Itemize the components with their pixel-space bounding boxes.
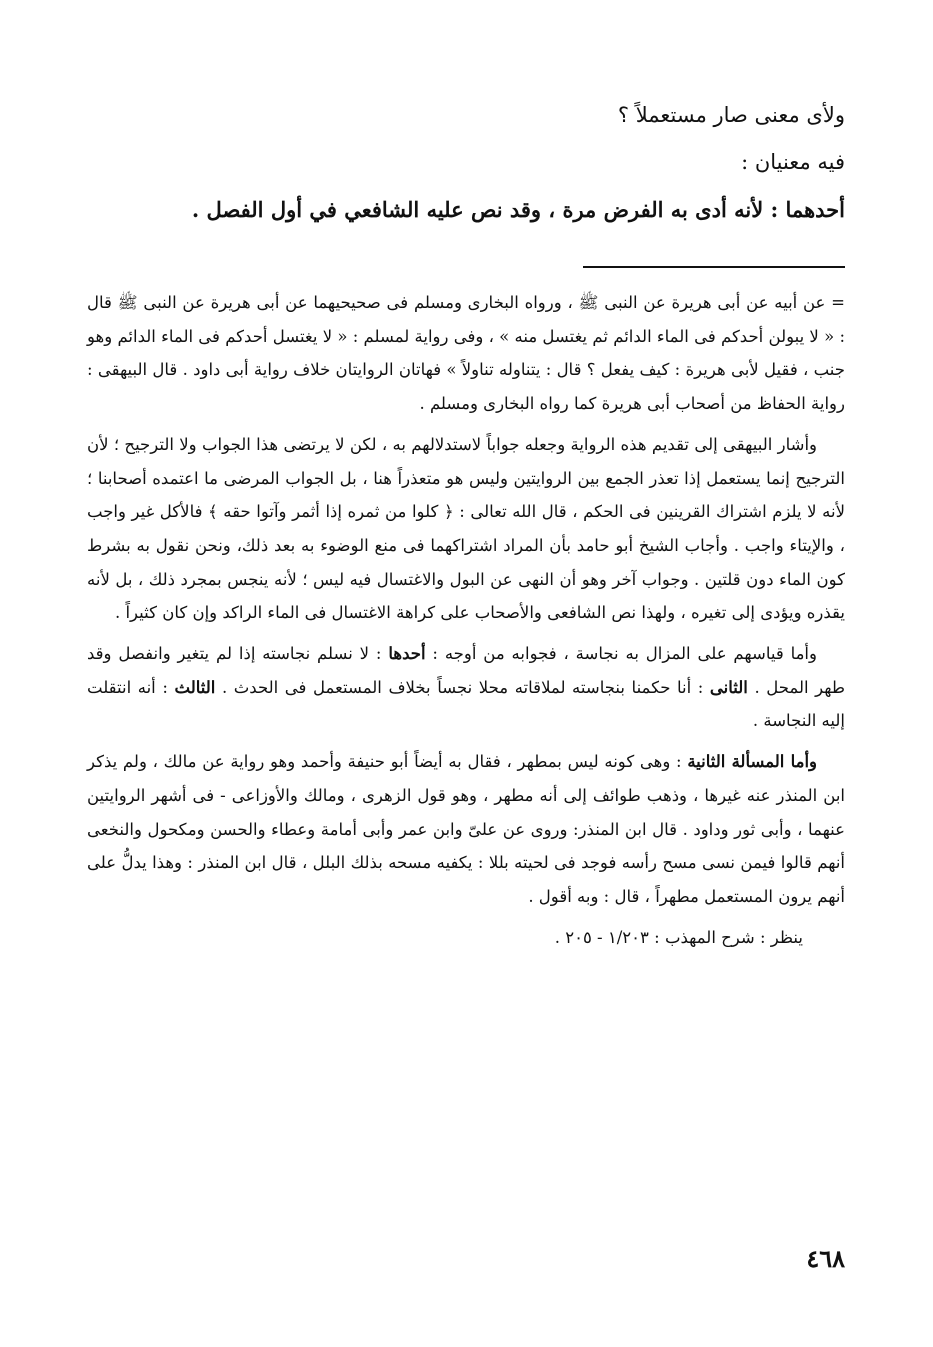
p3-second-label: الثانى: [709, 677, 748, 697]
p4-lead: وأما المسألة الثانية: [687, 752, 817, 772]
footnote-divider: [583, 266, 845, 268]
p4-text: : وهى كونه ليس بمطهر ، فقال به أيضاً أبو حنيفة وأحمد وهو رواية عن مالك ، ولم يذكر ابن المنذر عنه غيرها ، وذهب طوائف إلى أنه مطهر ، وهو قول الزهرى ، ومالك والأوزاعى - فى أشهر الروايتين عنهما ، وأبى ثور وداود . قال ابن المنذر: وروى عن علىّ وابن عمر وأبى أمامة وعطاء والحسن ومكحول والنخعى أنهم قالوا فيمن نسى مسح رأسه فوجد فى لحيته بللا : يكفيه مسحه بذلك البلل ، قال ابن المنذر : وهذا يدلُّ على أنهم يرون المستعمل مطهراً ، قال : وبه أقول .: [87, 752, 845, 906]
main-line-question: ولأى معنى صار مستعملاً ؟: [617, 103, 845, 127]
main-line-first-meaning: [85, 186, 845, 234]
p3-first-label: أحدها: [388, 644, 426, 664]
main-text: [85, 92, 845, 234]
p3-third-label: الثالث: [174, 677, 216, 697]
first-meaning-text: لأنه أدى به الفرض مرة ، وقد نص عليه الشافعي في أول الفصل .: [191, 197, 771, 222]
first-meaning-lead: أحدهما :: [770, 197, 845, 222]
main-line-two-meanings: فيه معنيان :: [741, 150, 845, 174]
footnote-paragraph-4: [87, 745, 845, 914]
p3-second-text: : أنا حكمنا بنجاسته لملاقاته محلا نجساً بخلاف المستعمل فى الحدث .: [215, 677, 710, 697]
footnote-paragraph-1: = عن أبيه عن أبى هريرة عن النبى ﷺ ، ورواه البخارى ومسلم فى صحيحيهما عن أبى هريرة عن النبى ﷺ قال : « لا يبولن أحدكم فى الماء الدائم ثم يغتسل منه » ، وفى رواية لمسلم : « لا يغتسل أحدكم فى الماء الدائم وهو جنب ، فقيل لأبى هريرة : كيف يفعل ؟ قال : يتناوله تناولاً » فهاتان الروايتان خلاف رواية أبى داود . قال البيهقى : رواية الحفاظ من أصحاب أبى هريرة كما رواه البخارى ومسلم .: [87, 293, 845, 414]
page-number: ٤٦٨: [806, 1244, 845, 1273]
p3-intro: وأما قياسهم على المزال به نجاسة ، فجوابه من أوجه :: [425, 644, 817, 664]
footnotes: [87, 286, 845, 961]
footnote-reference: ينظر : شرح المهذب : ١/٢٠٣ - ٢٠٥ .: [554, 927, 803, 947]
p3-first-text: : لا نسلم نجاسته إذا لم يتغير وانفصل وقد طهر المحل .: [87, 644, 846, 697]
footnote-paragraph-3: [87, 637, 845, 738]
p3-third-text: : أنه انتقلت إليه النجاسة .: [87, 677, 845, 731]
footnote-paragraph-2: وأشار البيهقى إلى تقديم هذه الرواية وجعله جواباً لاستدلالهم به ، لكن لا يرتضى هذا الجواب ولا الترجيح ؛ لأن الترجيح إنما يستعمل إذا تعذر الجمع بين الروايتين وليس هو متعذراً هنا ، بل الجواب المرضى ما اعتمده أصحابنا ؛ لأنه لا يلزم اشتراك القرينين فى الحكم ، قال الله تعالى : ﴿ كلوا من ثمره إذا أثمر وآتوا حقه ﴾ فالأكل غير واجب ، والإيتاء واجب . وأجاب الشيخ أبو حامد بأن المراد اشتراكهما فى منع الوضوء به بعد ذلك، ونحن نقول به بشرط كون الماء دون قلتين . وجواب آخر وهو أن النهى عن البول والاغتسال فيه ليس ؛ لأنه ينجس بمجرد ذلك ، بل لأنه يقذره ويؤدى إلى تغيره ، ولهذا نص الشافعى والأصحاب على كراهة الاغتسال فى الماء الراكد وإن كان كثيراً .: [87, 434, 845, 623]
